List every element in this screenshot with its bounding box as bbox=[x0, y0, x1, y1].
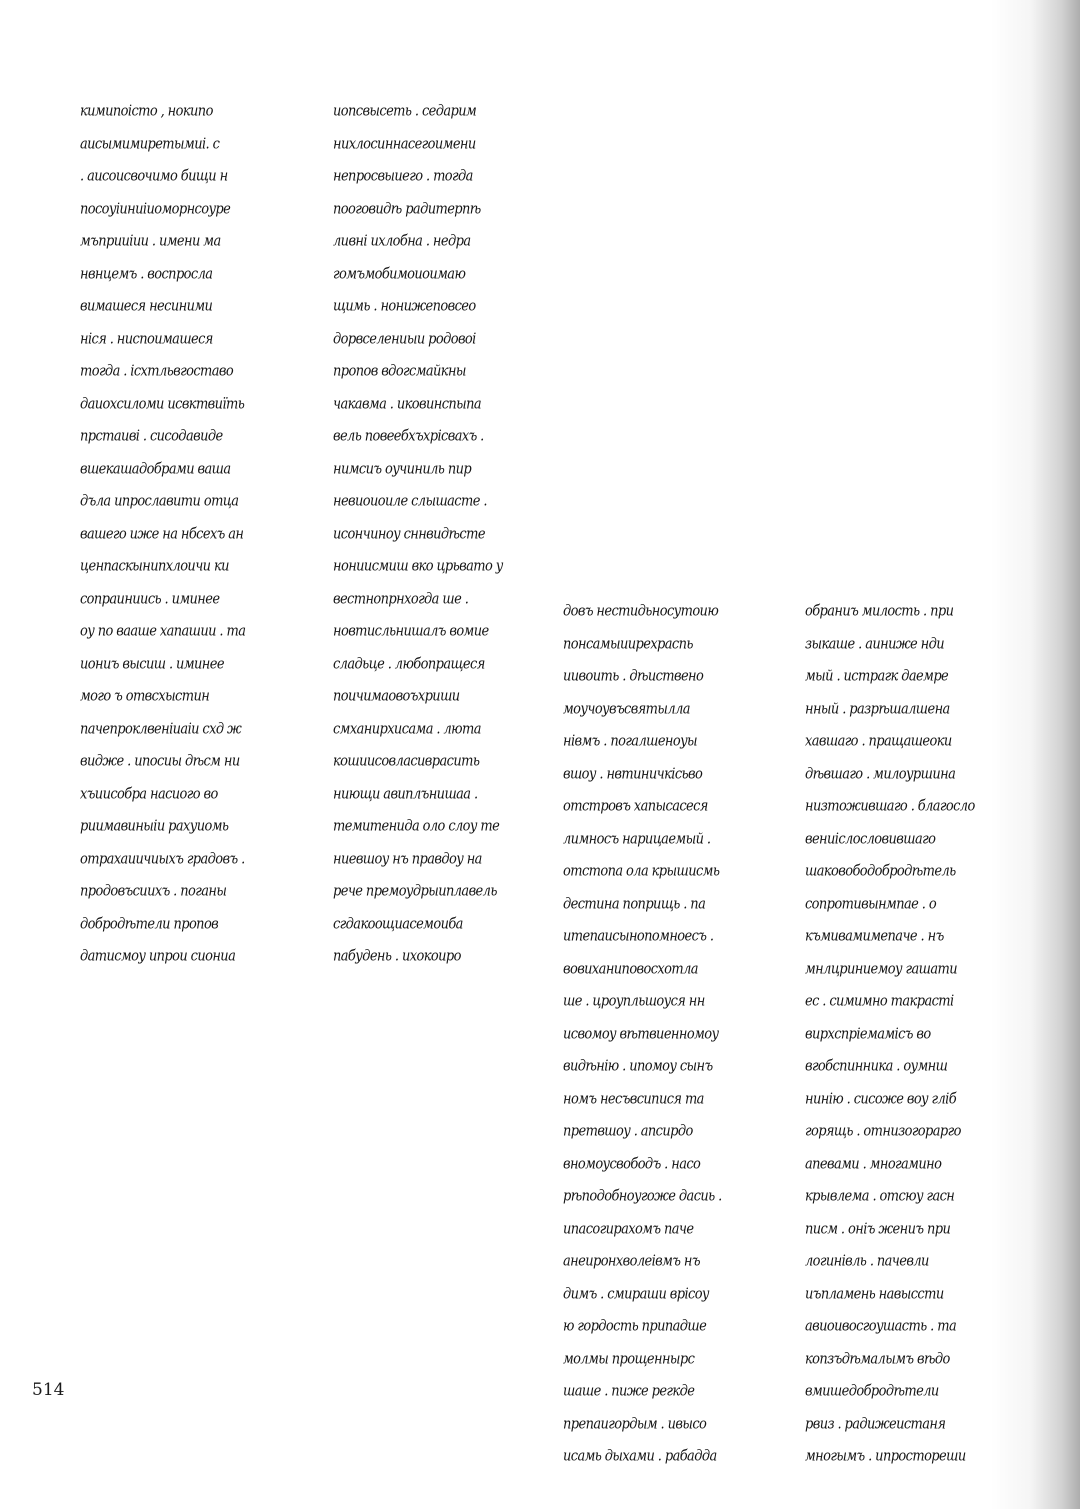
manuscript-line: дѣвшаго . милоуршина bbox=[805, 765, 956, 783]
manuscript-line: новтисльнишалъ вомие bbox=[333, 623, 489, 640]
manuscript-line: ипасогирахомъ паче bbox=[563, 1220, 694, 1238]
manuscript-line: ніся . ниспоимашеся bbox=[80, 330, 213, 348]
manuscript-line: молмы прощеннырс bbox=[563, 1350, 695, 1368]
manuscript-line: ес . симимно такрасті bbox=[805, 993, 954, 1010]
manuscript-line: ценпаскынипхлоичи ки bbox=[80, 558, 229, 575]
manuscript-line: нониисмиш вко црьвато у bbox=[333, 558, 503, 575]
manuscript-line: вель повеебхъхрісвахъ . bbox=[333, 428, 484, 445]
manuscript-line: писм . оніъ жениъ при bbox=[805, 1220, 951, 1238]
manuscript-line: пачепроклвеніиаіи схд ж bbox=[80, 720, 242, 738]
binding-gutter-shadow bbox=[990, 0, 1080, 1509]
manuscript-line: хавшаго . пращашеоки bbox=[805, 733, 952, 750]
manuscript-line: рѣподобноугоже дасиь . bbox=[563, 1188, 722, 1205]
page-number: 514 bbox=[32, 1380, 65, 1400]
manuscript-line: нихлосиннасегоимени bbox=[333, 135, 476, 153]
manuscript-line: видѣнію . ипомоу сынъ bbox=[563, 1058, 713, 1075]
manuscript-line: хъиисобра насиого во bbox=[80, 785, 218, 803]
manuscript-line: поичимаовоъхриши bbox=[333, 688, 460, 705]
manuscript-line: дорвселениыи родовоі bbox=[333, 330, 476, 348]
manuscript-line: иивоить . дѣиствено bbox=[563, 668, 704, 685]
manuscript-line: пабудень . ихокоиро bbox=[333, 948, 461, 965]
manuscript-line: вениіслословившаго bbox=[805, 830, 936, 848]
manuscript-line: кимипоісто , нокипо bbox=[80, 103, 213, 120]
manuscript-line: исвомоу вѣтвиенномоу bbox=[563, 1025, 719, 1043]
manuscript-line: сопраиниись . иминее bbox=[80, 590, 220, 608]
manuscript-line: вномоусвободъ . насо bbox=[563, 1155, 701, 1173]
manuscript-line: вгобспинника . оумнш bbox=[805, 1058, 948, 1075]
manuscript-line: отрахаиичиыхъ градовъ . bbox=[80, 850, 245, 868]
manuscript-line: нвнцемъ . воспросла bbox=[80, 265, 213, 283]
manuscript-line: сладьце . любопращеся bbox=[333, 655, 485, 673]
manuscript-line: ливні ихлобна . недра bbox=[333, 233, 471, 250]
manuscript-line: вмишедобродѣтели bbox=[805, 1383, 939, 1400]
manuscript-line: довъ нестидьносутоию bbox=[563, 603, 719, 620]
manuscript-line: иъпламень навыссти bbox=[805, 1285, 944, 1303]
manuscript-line: нівмъ . погалшеноуы bbox=[563, 733, 698, 750]
manuscript-line: копзъдѣмалымъ вѣдо bbox=[805, 1350, 950, 1368]
manuscript-line: мъприиіии . имени ма bbox=[80, 233, 221, 250]
manuscript-line: ю гордость припадше bbox=[563, 1318, 707, 1335]
manuscript-line: шаковободобродѣтель bbox=[805, 863, 956, 880]
manuscript-line: горящь . отнизогорарго bbox=[805, 1123, 961, 1140]
manuscript-line: претвшоу . апсирдо bbox=[563, 1123, 693, 1140]
text-column-1 bbox=[80, 96, 300, 974]
manuscript-line: исамь дыхами . рабадда bbox=[563, 1448, 717, 1465]
manuscript-line: вшекашадобрами ваша bbox=[80, 460, 231, 478]
manuscript-line: исончиноу сннвидѣсте bbox=[333, 525, 485, 543]
manuscript-line: мого ъ отвсхыстин bbox=[80, 688, 210, 705]
manuscript-line: тогда . ісхтльвгоставо bbox=[80, 363, 234, 380]
manuscript-line: смханирхисама . люта bbox=[333, 720, 481, 738]
manuscript-line: понсамыиирехраспь bbox=[563, 635, 693, 653]
manuscript-line: нный . разрѣшалшена bbox=[805, 700, 950, 718]
manuscript-line: продовъсиихъ . поганы bbox=[80, 883, 227, 900]
manuscript-line: щимь . нонижеповсео bbox=[333, 298, 476, 315]
manuscript-line: дестина поприщь . па bbox=[563, 895, 706, 913]
manuscript-line: посоуіиниіиоморнсоуре bbox=[80, 200, 231, 218]
manuscript-line: итепаисынопомноесъ . bbox=[563, 928, 714, 945]
manuscript-line: гомъмобимоиоимаю bbox=[333, 265, 466, 283]
text-column-2 bbox=[333, 96, 551, 974]
manuscript-line: дъла ипрославити отца bbox=[80, 493, 239, 510]
manuscript-line: вашего иже на нбсехъ ан bbox=[80, 525, 244, 543]
manuscript-line: логинівль . пачевли bbox=[805, 1253, 929, 1270]
manuscript-line: иониъ высиш . иминее bbox=[80, 655, 224, 673]
manuscript-line: ниющи авиплънишаа . bbox=[333, 785, 478, 803]
manuscript-line: пооговидѣ радитерпѣ bbox=[333, 200, 481, 218]
manuscript-line: зыкаше . аиниже нди bbox=[805, 635, 945, 653]
manuscript-line: видже . ипосиы дѣсм ни bbox=[80, 753, 240, 770]
manuscript-line: кошиисовласиврасить bbox=[333, 753, 480, 770]
manuscript-line: моучоувъсвятылла bbox=[563, 700, 690, 718]
manuscript-line: риимавиныіи рахуиомь bbox=[80, 818, 229, 835]
manuscript-line: мнлцриниемоу гашати bbox=[805, 960, 957, 978]
manuscript-line: анеиронхволеівмъ нъ bbox=[563, 1253, 700, 1270]
manuscript-line: отстровъ хапысасеся bbox=[563, 798, 708, 815]
manuscript-line: вшоу . нвтиничкісьво bbox=[563, 765, 703, 783]
manuscript-line: пропов вдогсмайкны bbox=[333, 363, 466, 380]
manuscript-line: аисымимиретымиі. с bbox=[80, 135, 220, 153]
manuscript-line: апевами . многамино bbox=[805, 1155, 942, 1173]
manuscript-line: сопротивынмпае . о bbox=[805, 895, 937, 913]
manuscript-line: рвиз . радижеистаня bbox=[805, 1415, 946, 1433]
manuscript-line: крывлема . отсюу гасн bbox=[805, 1188, 955, 1205]
manuscript-line: ниевшоу нъ правдоу на bbox=[333, 850, 482, 868]
manuscript-line: ше . цроупльшоуся нн bbox=[563, 993, 705, 1010]
manuscript-line: темитенида оло слоу те bbox=[333, 818, 500, 835]
manuscript-line: многымъ . ипростореши bbox=[805, 1448, 966, 1465]
manuscript-line: авиоивосгоушасть . та bbox=[805, 1318, 957, 1335]
manuscript-line: препаигордым . ивысо bbox=[563, 1415, 707, 1433]
manuscript-line: невиоиоиле слышасте . bbox=[333, 493, 487, 510]
manuscript-line: низтожившаго . благосло bbox=[805, 798, 975, 815]
text-column-3 bbox=[563, 596, 779, 1474]
manuscript-line: даиохсиломи исвктвиїть bbox=[80, 395, 245, 413]
manuscript-line: номъ несъвсипися та bbox=[563, 1090, 704, 1108]
manuscript-line: чакавма . иковинспыпа bbox=[333, 395, 482, 413]
manuscript-line: къмивамимепаче . нъ bbox=[805, 928, 944, 945]
manuscript-line: нимсиъ оучиниль пир bbox=[333, 460, 472, 478]
manuscript-line: иопсвысеть . седарим bbox=[333, 103, 477, 120]
manuscript-line: мый . истрагк даемре bbox=[805, 668, 949, 685]
manuscript-line: прстаиві . сисодавиде bbox=[80, 428, 223, 445]
manuscript-line: датисмоу ипрои сиониа bbox=[80, 948, 236, 965]
manuscript-line: оу по вааше хапашии . та bbox=[80, 623, 246, 640]
manuscript-line: шаше . пиже регкде bbox=[563, 1383, 695, 1400]
manuscript-line: отстопа ола крышисмь bbox=[563, 863, 720, 880]
manuscript-line: сгдакоощиасемоиба bbox=[333, 915, 463, 933]
manuscript-line: рече премоудрыиплавель bbox=[333, 883, 497, 900]
manuscript-line: нинію . сисоже воу гліб bbox=[805, 1090, 957, 1108]
manuscript-line: обраниъ милость . при bbox=[805, 603, 954, 620]
manuscript-line: . аисоисвочимо бищи н bbox=[80, 168, 228, 185]
manuscript-line: вестнопрнхогда ше . bbox=[333, 590, 469, 608]
manuscript-line: добродѣтели пропов bbox=[80, 915, 219, 933]
manuscript-line: вимашеся несиними bbox=[80, 298, 213, 315]
manuscript-line: вовиханиповосхотла bbox=[563, 960, 698, 978]
manuscript-line: непросвыиего . тогда bbox=[333, 168, 473, 185]
manuscript-line: лимносъ нарицаемый . bbox=[563, 830, 711, 848]
manuscript-line: вирхспріемамісъ во bbox=[805, 1025, 931, 1043]
manuscript-line: димъ . смираши врісоу bbox=[563, 1285, 709, 1303]
